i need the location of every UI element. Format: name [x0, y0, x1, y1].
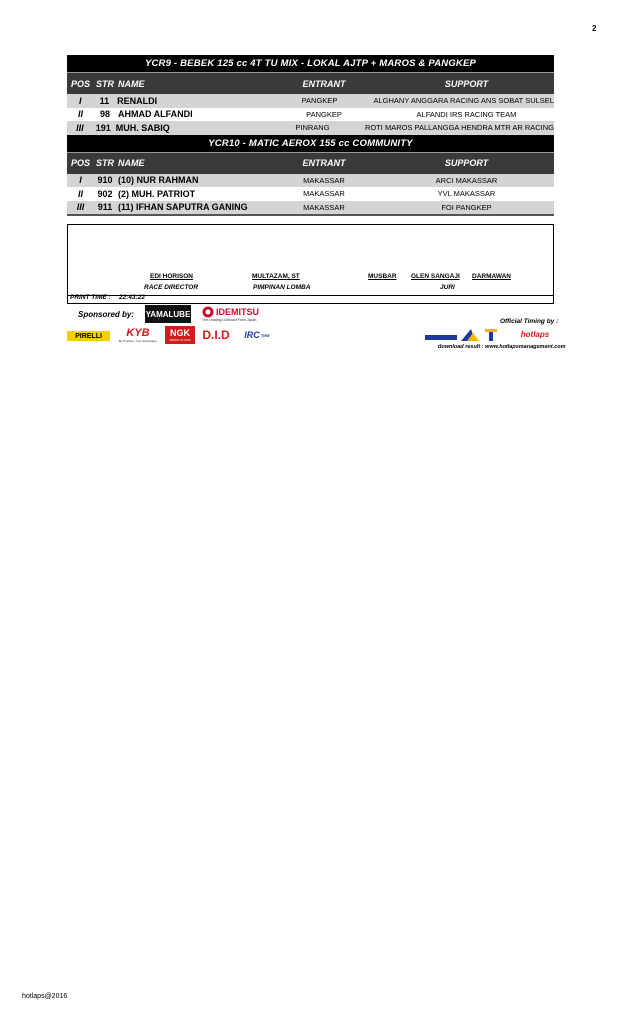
col-name-header: NAME [118, 78, 145, 89]
juri-title: JURI [440, 284, 455, 291]
name-cell: MUH. SABIQ [115, 122, 170, 133]
kyb-tagline: Be Positive. Your Advantage. [118, 338, 158, 343]
entrant-cell: MAKASSAR [303, 202, 345, 212]
str-cell: 902 [97, 188, 113, 199]
result-row [67, 108, 554, 122]
name-cell: (2) MUH. PATRIOT [118, 188, 196, 199]
support-cell: ALGHANY ANGGARA RACING ANS SOBAT SULSEL [373, 96, 554, 106]
print-time-value: 22:43:22 [119, 294, 146, 301]
did-text: D.I.D [202, 328, 230, 342]
pos-cell: III [76, 202, 85, 213]
pimpinan-lomba-name: MULTAZAM, ST [252, 273, 300, 280]
juri-name-3: DARMAWAN [472, 273, 511, 280]
timing-partner-logos-icon [425, 327, 513, 343]
yamalube-logo [145, 305, 191, 323]
irc-text: IRC [244, 330, 260, 340]
signature-box [67, 224, 554, 296]
col-entrant-header: ENTRANT [302, 158, 346, 168]
idemitsu-text: IDEMITSU [216, 307, 260, 317]
col-support-header: SUPPORT [444, 78, 489, 89]
results-table [67, 55, 554, 216]
col-support-header: SUPPORT [444, 158, 489, 168]
result-row [67, 174, 554, 188]
support-cell: ARCI MAKASSAR [435, 175, 498, 185]
sponsored-by-label: Sponsored by: [78, 310, 135, 319]
race-director-title: RACE DIRECTOR [144, 284, 199, 291]
pirelli-logo [67, 331, 110, 341]
ngk-tagline: SPARK PLUGS [169, 338, 191, 342]
str-cell: 191 [95, 122, 111, 133]
str-cell: 910 [97, 175, 113, 186]
pos-cell: II [77, 188, 83, 199]
official-timing-label: Official Timing by : [500, 318, 559, 325]
kyb-logo [117, 326, 159, 344]
download-result-text: download result : www.hotlapsmanagement.com [438, 344, 566, 350]
result-row [67, 201, 554, 215]
entrant-cell: MAKASSAR [303, 175, 345, 185]
page-number: 2 [592, 24, 597, 33]
pimpinan-lomba-title: PIMPINAN LOMBA [253, 284, 311, 291]
str-cell: 911 [97, 202, 113, 213]
idemitsu-logo [202, 304, 274, 324]
entrant-cell: MAKASSAR [303, 189, 345, 199]
table-end-divider [67, 214, 554, 216]
col-pos-header: POS [70, 78, 90, 89]
print-time-label: PRINT TIME : [70, 294, 111, 301]
column-header-row [67, 152, 554, 174]
category-title: YCR10 - MATIC AEROX 155 cc COMMUNITY [67, 135, 554, 152]
entrant-cell: PANGKEP [301, 96, 338, 106]
idemitsu-tagline: The Leading Lubricant From Japan [202, 318, 257, 322]
yamalube-text: YAMALUBE [145, 309, 191, 319]
did-logo [198, 327, 234, 343]
ngk-text: NGK [170, 328, 190, 338]
irc-suffix: TIRE [260, 332, 270, 338]
pos-cell: III [76, 122, 84, 133]
hotlaps-text: hotlaps [520, 329, 550, 339]
col-str-header: STR [96, 158, 114, 168]
support-cell: ROTI MAROS PALLANGGA HENDRA MTR AR RACING [364, 123, 555, 133]
col-str-header: STR [96, 78, 114, 89]
pos-cell: II [77, 109, 83, 120]
col-pos-header: POS [70, 158, 90, 168]
ngk-logo [165, 326, 195, 344]
name-cell: AHMAD ALFANDI [118, 109, 193, 120]
name-cell: RENALDI [117, 95, 158, 106]
support-cell: YVL MAKASSAR [437, 189, 496, 199]
hotlaps-logo [516, 327, 554, 341]
result-row [67, 94, 554, 108]
pirelli-text: PIRELLI [75, 332, 102, 340]
footer-credit: hotlaps@2016 [22, 993, 68, 1000]
idemitsu-emblem-icon [202, 306, 214, 318]
race-director-name: EDI HORISON [150, 273, 193, 280]
col-entrant-header: ENTRANT [302, 78, 346, 89]
kyb-text: KYB [126, 326, 150, 339]
pos-cell: I [79, 175, 82, 186]
name-cell: (10) NUR RAHMAN [118, 175, 199, 186]
entrant-cell: PINRANG [295, 123, 330, 133]
support-cell: ALFANDI IRS RACING TEAM [416, 109, 517, 119]
name-cell: (11) IFHAN SAPUTRA GANING [118, 202, 248, 213]
str-cell: 11 [99, 95, 110, 106]
support-cell: FOI PANGKEP [441, 202, 492, 212]
print-time-row [67, 294, 554, 304]
result-row [67, 187, 554, 201]
irc-logo [240, 329, 274, 341]
category-title: YCR9 - BEBEK 125 cc 4T TU MIX - LOKAL AJTP + MAROS & PANGKEP [67, 55, 554, 72]
result-row [67, 121, 554, 135]
pos-cell: I [79, 95, 82, 106]
column-header-row [67, 72, 554, 94]
str-cell: 98 [99, 109, 110, 120]
juri-name-1: MUSBAR [368, 273, 397, 280]
col-name-header: NAME [118, 158, 145, 168]
entrant-cell: PANGKEP [306, 109, 342, 119]
juri-name-2: GLEN SANGAJI [411, 273, 460, 280]
